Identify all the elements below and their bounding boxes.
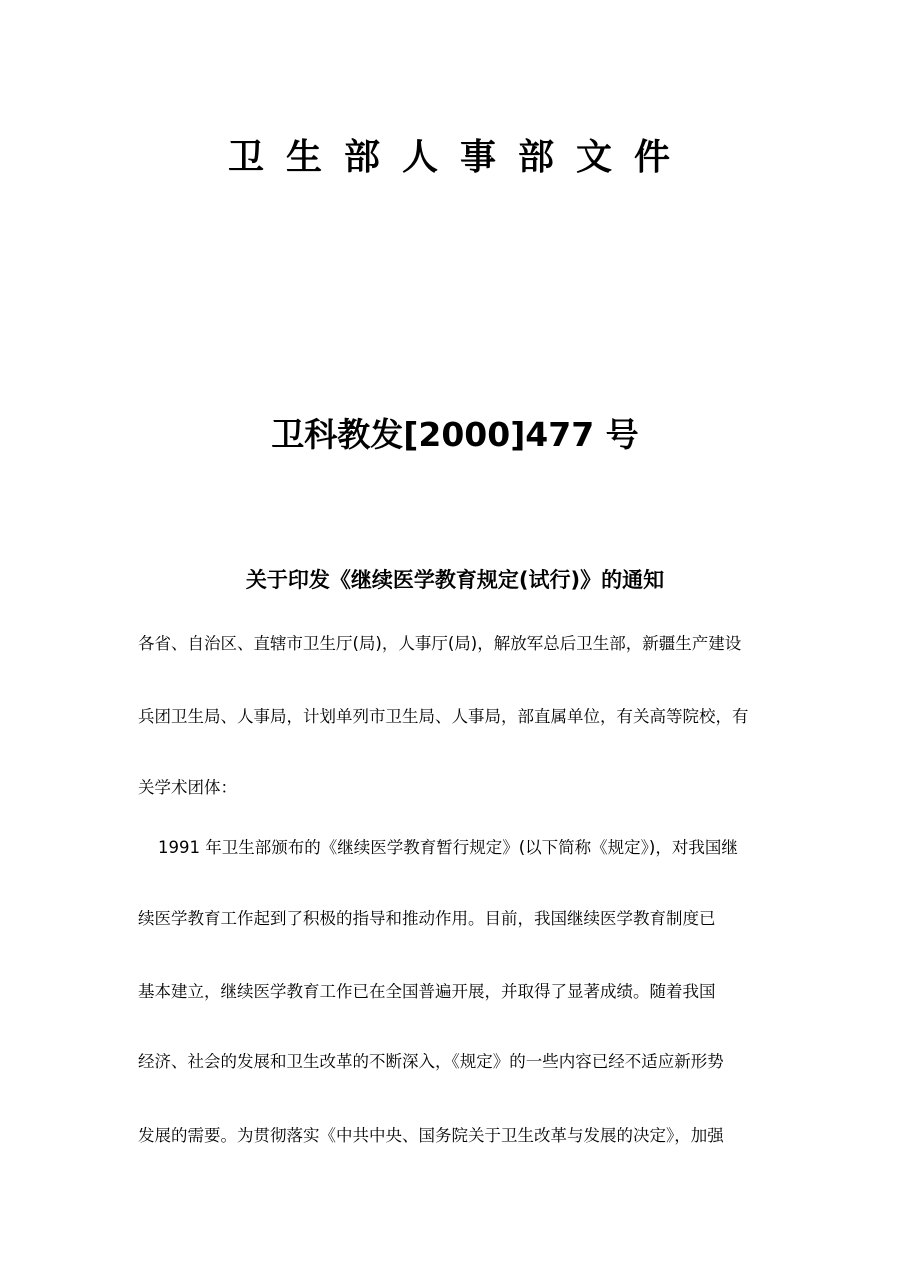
issuer-title: 卫生部人事部文件 [227, 137, 692, 178]
body-line: 经济、社会的发展和卫生改革的不断深入，《规定》的一些内容已经不适应新形势 [138, 1052, 724, 1071]
body-line: 基本建立，继续医学教育工作已在全国普遍开展，并取得了显著成绩。随着我国 [138, 982, 716, 1001]
body-line: 关学术团体： [138, 778, 237, 797]
body-line: 续医学教育工作起到了积极的指导和推动作用。目前，我国继续医学教育制度已 [138, 909, 716, 928]
body-line: 兵团卫生局、人事局，计划单列市卫生局、人事局，部直属单位，有关高等院校，有 [138, 707, 749, 726]
body-line: 发展的需要。为贯彻落实《中共中央、国务院关于卫生改革与发展的决定》，加强 [138, 1126, 724, 1145]
document-number: 卫科教发[2000]477 号 [271, 415, 639, 454]
body-line: 1991 年卫生部颁布的《继续医学教育暂行规定》(以下简称《规定》)，对我国继 [158, 838, 738, 857]
notice-title: 关于印发《继续医学教育规定(试行)》的通知 [245, 568, 665, 592]
body-line: 各省、自治区、直辖市卫生厅(局)，人事厅(局)，解放军总后卫生部，新疆生产建设 [138, 634, 742, 653]
